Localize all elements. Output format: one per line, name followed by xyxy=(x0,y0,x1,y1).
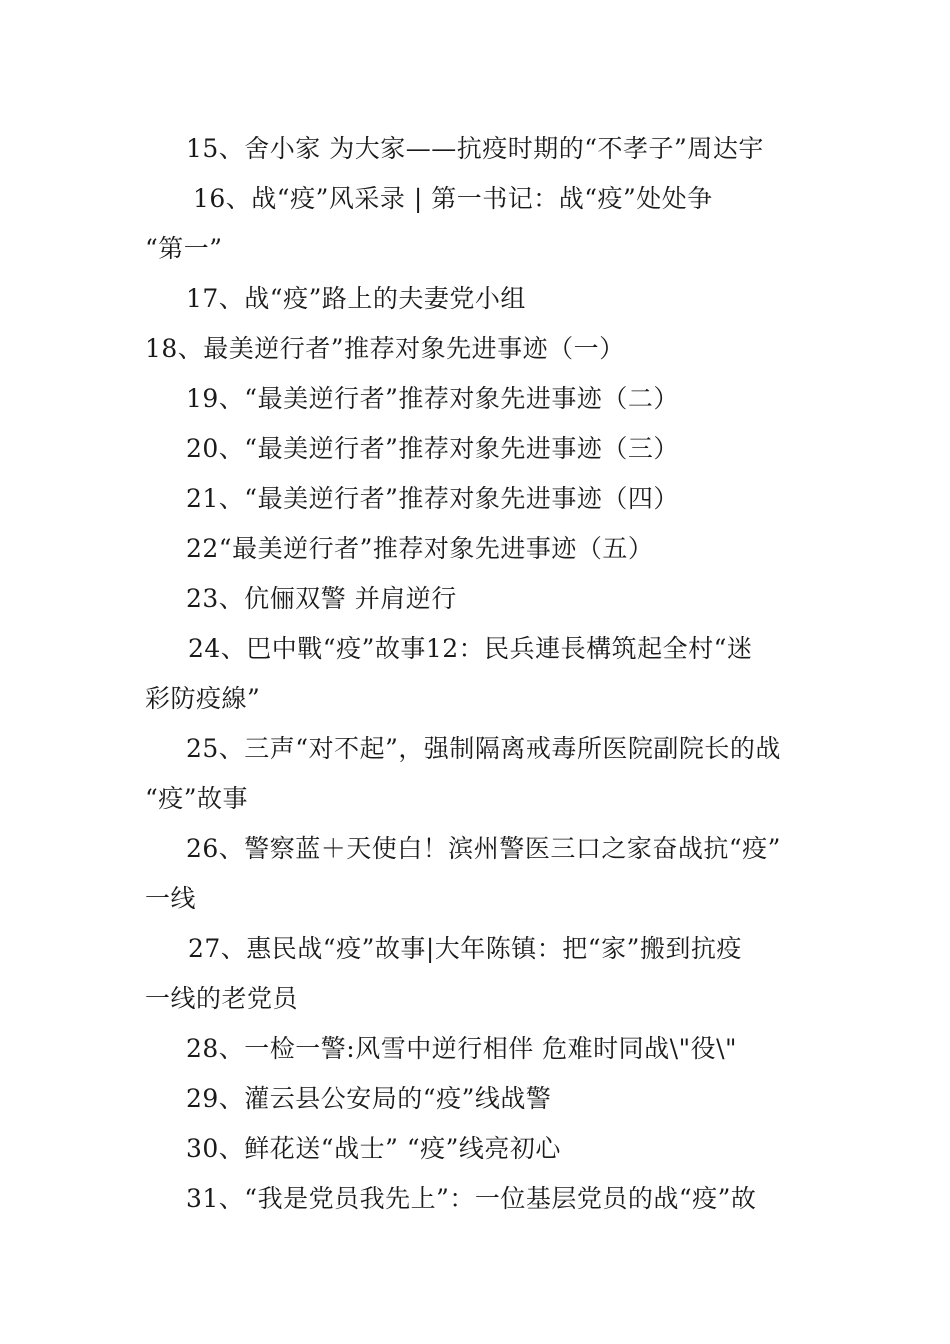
text-line-24-continued: 彩防疫線” xyxy=(145,684,261,713)
text-line-20: 20、“最美逆行者”推荐对象先进事迹（三） xyxy=(186,434,679,463)
text-line-21: 21、“最美逆行者”推荐对象先进事迹（四） xyxy=(186,484,679,513)
text-line-29: 29、灌云县公安局的“疫”线战警 xyxy=(186,1084,552,1113)
text-line-24: 24、巴中戰“疫”故事12：民兵連長構筑起全村“迷 xyxy=(188,634,753,663)
text-line-31: 31、“我是党员我先上”：一位基层党员的战“疫”故 xyxy=(186,1184,757,1213)
text-line-30: 30、鲜花送“战士” “疫”线亮初心 xyxy=(186,1134,561,1163)
text-line-22: 22“最美逆行者”推荐对象先进事迹（五） xyxy=(186,534,654,563)
text-line-26-continued: 一线 xyxy=(145,884,197,913)
text-line-27-continued: 一线的老党员 xyxy=(145,984,299,1013)
text-line-28: 28、一检一警:风雪中逆行相伴 危难时同战\"役\" xyxy=(186,1034,738,1063)
text-line-26: 26、警察蓝＋天使白！滨州警医三口之家奋战抗“疫” xyxy=(186,834,781,863)
text-line-19: 19、“最美逆行者”推荐对象先进事迹（二） xyxy=(186,384,679,413)
text-line-25: 25、三声“对不起”，强制隔离戒毒所医院副院长的战 xyxy=(186,734,781,763)
text-line-23: 23、伉俪双警 并肩逆行 xyxy=(186,584,457,613)
text-line-16: 16、战“疫”风采录 | 第一书记：战“疫”处处争 xyxy=(193,184,713,213)
text-line-27: 27、惠民战“疫”故事|大年陈镇：把“家”搬到抗疫 xyxy=(188,934,742,963)
text-line-15: 15、舍小家 为大家——抗疫时期的“不孝子”周达宇 xyxy=(186,134,764,163)
text-line-16-continued: “第一” xyxy=(145,234,223,263)
text-line-17: 17、战“疫”路上的夫妻党小组 xyxy=(186,284,526,313)
text-line-18: 18、最美逆行者”推荐对象先进事迹（一） xyxy=(145,334,625,363)
text-line-25-continued: “疫”故事 xyxy=(145,784,249,813)
